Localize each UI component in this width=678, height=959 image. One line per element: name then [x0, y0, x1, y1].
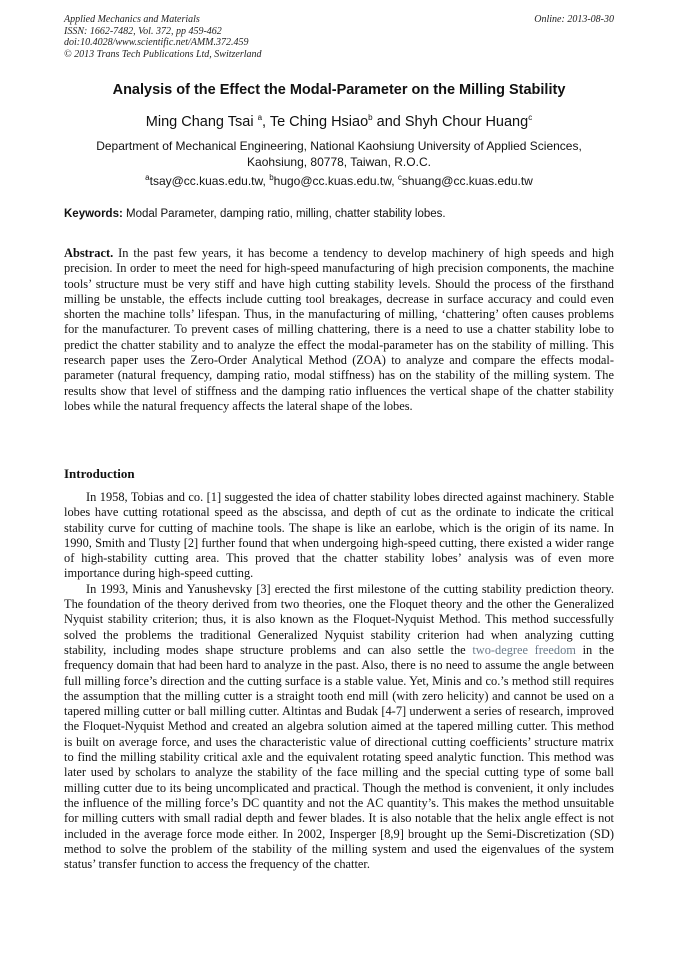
- email-mark: c: [397, 173, 402, 182]
- author-mark: b: [368, 113, 373, 123]
- highlighted-term: two-degree freedom: [472, 642, 576, 657]
- paragraph: [64, 582, 614, 873]
- email-mark: a: [145, 173, 150, 182]
- email-list: [0, 174, 678, 188]
- email-address[interactable]: shuang@cc.kuas.edu.tw: [401, 174, 533, 188]
- author-name: and Shyh Chour Huang: [372, 114, 529, 130]
- issn-line: ISSN: 1662-7482, Vol. 372, pp 459-462: [64, 25, 222, 37]
- author-list: [0, 114, 678, 130]
- paper-title: Analysis of the Effect the Modal-Parameter on the Milling Stability: [112, 82, 566, 98]
- journal-header: [64, 14, 614, 60]
- affiliation-line: Department of Mechanical Engineering, National Kaohsiung University of Applied Sciences,: [96, 139, 582, 153]
- email-mark: b: [269, 173, 274, 182]
- abstract: [64, 246, 614, 414]
- keywords: [64, 208, 614, 220]
- author-mark: c: [528, 113, 533, 123]
- email-address[interactable]: tsay@cc.kuas.edu.tw,: [149, 174, 270, 188]
- introduction-body: [64, 490, 614, 872]
- section-heading-introduction: Introduction: [64, 466, 135, 481]
- email-address[interactable]: hugo@cc.kuas.edu.tw,: [273, 174, 398, 188]
- paragraph-text: In 1993, Minis and Yanushevsky [3] erected the first milestone of the cutting stability prediction theory. The foundation of the theory derived from two theories, one the Floquet theory and the other the Generalized Nyquist stability criterion; thus, it is also known as the Floquet-Nyquist Method. This method successfully solved the problems the traditional Generalized Nyquist stability criterion had when analyzing cutting stability, including modes shape structure problems and can also settle the: [64, 581, 614, 657]
- affiliation-line: Kaohsiung, 80778, Taiwan, R.O.C.: [247, 155, 431, 169]
- journal-name: Applied Mechanics and Materials: [64, 14, 200, 25]
- author-mark: a: [257, 113, 263, 123]
- abstract-text: In the past few years, it has become a tendency to develop machinery of high speeds and high precision. In order to meet the need for high-speed manufacturing of high precision components, the machine tools’ structure must be very stiff and have high cutting stability levels. Should the process of the firsthand milling be unstable, the effects include cutting tool breakages, decrease in surface accuracy and could even shorten the machine tolls’ lifespan. Thus, in the manufacturing of milling, ‘chattering’ often causes problems for the manufacturer. To prevent cases of milling chattering, there is a need to use a chatter stability lobe to predict the chatter stability and to analyze the effect the modal-parameter has on the stability of milling. This research paper uses the Zero-Order Analytical Method (ZOA) to analyze and compare the effects modal-parameter (natural frequency, damping ratio, modal stiffness) has on the stability of the milling system. The results show that level of stiffness and the damping ratio influences the vertical shape of the chatter stability lobes while the natural frequency affects the lateral shape of the lobes.: [64, 246, 614, 413]
- copyright-line: © 2013 Trans Tech Publications Ltd, Switzerland: [64, 48, 262, 60]
- keywords-text: Modal Parameter, damping ratio, milling, chatter stability lobes.: [122, 208, 446, 220]
- doi-line: doi:10.4028/www.scientific.net/AMM.372.459: [64, 37, 249, 48]
- author-name: Ming Chang Tsai: [145, 114, 258, 130]
- keywords-label: Keywords:: [64, 208, 123, 220]
- paragraph-text: in the frequency domain that had been hard to analyze in the past. Also, there is no need to assume the angle between full milling force’s direction and the cutting surface is a stable value. Yet, Minis and co.’s method still requires the assumption that the milling cutter is a straight tooth end mill (with zero helicity) and cannot be used on a tapered milling cutter or ball milling cutter. Altintas and Budak [4-7] underwent a series of research, improved the Floquet-Nyquist Method and created an algebra solution aimed at the tapered milling cutter. This method is built on average force, and uses the characteristic value of directional cutting coefficients’ structure matrix to find the milling stability critical axle and the equivalent rotating speed analytic function. This method was later used by scholars to analyze the stability of the face milling and the special cutting type of some ball milling cutter due to its being uncomplicated and practical. Though the method is convenient, it only includes the influence of the milling force’s DC quantity and not the AC quantity’s. This makes the method unsuitable for milling cutters with small radial depth and fewer blades. It is also notable that the helix angle effect is not included in the average force mode either. In 2002, Insperger [8,9] brought up the Semi-Discretization (SD) method to solve the problem of the stability of the milling system and used the eigenvalues of the system status’ transfer function to access the frequency of the chatter.: [64, 642, 614, 872]
- affiliation: [60, 138, 618, 170]
- online-date: Online: 2013-08-30: [534, 14, 614, 25]
- abstract-label: Abstract.: [64, 246, 114, 260]
- paragraph: In 1958, Tobias and co. [1] suggested the idea of chatter stability lobes directed against machinery. Stable lobes have cutting rotational speed as the abscissa, and depth of cut as the ordinate to indicate the critical stability curve for cutting of machine tools. The shape is like an earlobe, which is the origin of its name. In 1990, Smith and Tlusty [2] further found that when undergoing high-speed cutting, there existed a wider range of high-stability cutting area. This proved that the chatter stability lobes’ analysis was of even more importance during high-speed cutting.: [64, 490, 614, 581]
- author-name: , Te Ching Hsiao: [262, 114, 369, 130]
